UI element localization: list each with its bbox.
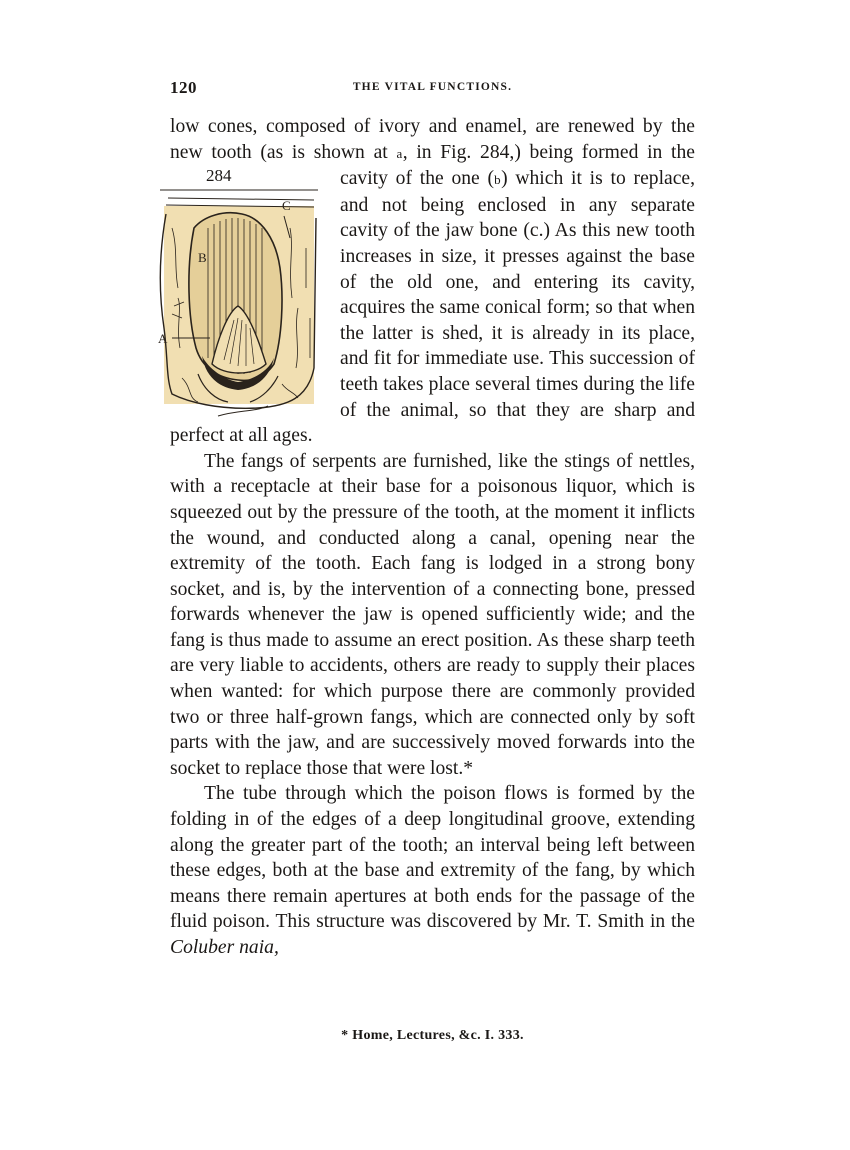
footnote: * Home, Lectures, &c. I. 333. (341, 1028, 524, 1043)
figure-284 (158, 166, 328, 422)
jaw-top-edge (160, 190, 318, 207)
paragraph-3 (170, 781, 695, 960)
page-number: 120 (170, 78, 197, 97)
species-name: Coluber naia, (170, 937, 279, 958)
figure-ref-b: b (494, 172, 502, 188)
paragraph-1-mid-1: , in Fig. 284,) being formed in the cavity of the one ( (340, 141, 695, 190)
paragraph-1-lead: low cones, composed of ivory and enamel, are renewed by the new tooth (as is shown at (170, 116, 695, 163)
page-header (170, 78, 695, 100)
tooth-succession-illustration (158, 188, 328, 422)
figure-number: 284 (206, 166, 232, 186)
paragraph-1 (158, 114, 695, 449)
paragraph-1-mid-2: ) which it is to replace, and not being enclosed in any separate cavity of the jaw bone (c.) As this new tooth increases in size, it presses against the base of the old one, and entering its cavity, acquires the same conical form; so that when the latter is shed, it is already in its place, and fit for immediate use. This succession of teeth takes place several times during the life of the animal, so that they are sharp and perfect at all ages. (170, 168, 695, 447)
running-head: THE VITAL FUNCTIONS. (352, 81, 513, 93)
figure-ref-a: a (396, 145, 403, 161)
paragraph-2: The fangs of serpents are furnished, like the stings of nettles, with a receptacle at their base for a poisonous liquor, which is squeezed out by the pressure of the tooth, at the moment it inflicts the wound, and conducted along a canal, opening near the extremity of the tooth. Each fang is lodged in a strong bony socket, and is, by the intervention of a connecting bone, pressed forwards whenever the jaw is opened sufficiently wide; and the fang is thus made to assume an erect position. As these sharp teeth are very liable to accidents, others are ready to supply their places when wanted: for which purpose there are commonly provided two or three half-grown fangs, which are connected only by soft parts with the jaw, and are successively moved forwards into the socket to replace those that were lost.* (170, 450, 695, 779)
figure-label-c: C (282, 198, 291, 214)
paragraph-3-lead: The tube through which the poison flows is formed by the folding in of the edges of a deep longitudinal groove, extending along the greater part of the tooth; an interval being left between these edges, both at the base and extremity of the fang, by which means there remain apertures at both ends for the passage of the fluid poison. This structure was discovered by Mr. T. Smith in the (170, 783, 695, 933)
figure-label-b: B (198, 250, 207, 266)
figure-label-a: A (158, 331, 168, 347)
body-text (158, 114, 695, 961)
